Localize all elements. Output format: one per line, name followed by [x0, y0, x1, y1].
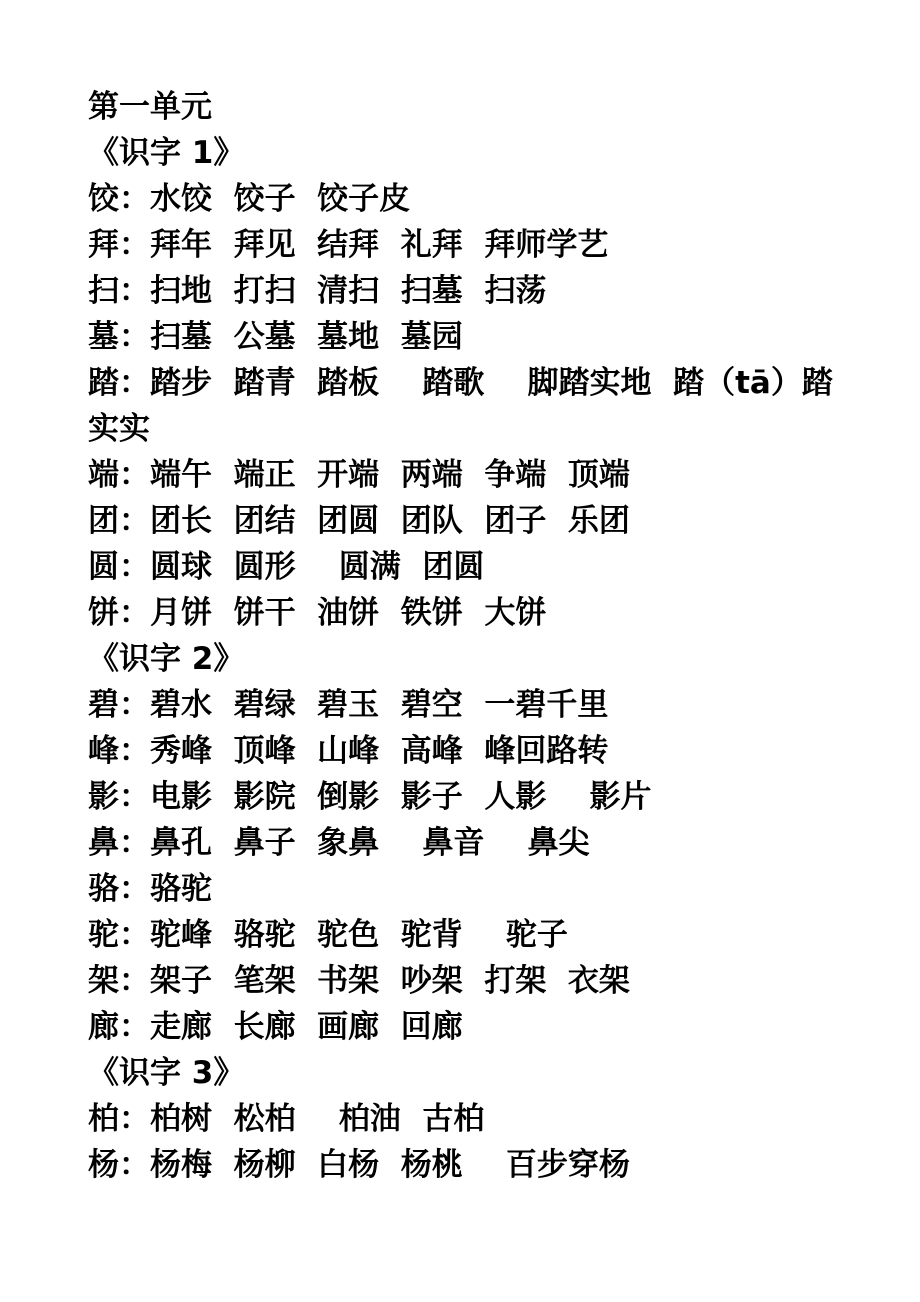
vocab-line: 端：端午 端正 开端 两端 争端 顶端 — [88, 457, 630, 493]
vocab-line: 柏：柏树 松柏 柏油 古柏 — [88, 1101, 485, 1137]
vocab-line: 扫：扫地 打扫 清扫 扫墓 扫荡 — [88, 273, 547, 309]
vocab-line: 圆：圆球 圆形 圆满 团圆 — [88, 549, 485, 585]
vocab-line: 骆：骆驼 — [88, 871, 212, 907]
vocab-line-continuation: 实实 — [88, 411, 150, 447]
vocab-line: 墓：扫墓 公墓 墓地 墓园 — [88, 319, 463, 355]
vocab-line: 峰：秀峰 顶峰 山峰 高峰 峰回路转 — [88, 733, 609, 769]
vocab-line: 廊：走廊 长廊 画廊 回廊 — [88, 1009, 463, 1045]
vocab-line: 碧：碧水 碧绿 碧玉 碧空 一碧千里 — [88, 687, 609, 723]
vocab-line: 杨：杨梅 杨柳 白杨 杨桃 百步穿杨 — [88, 1147, 630, 1183]
document-page — [88, 84, 868, 1188]
vocab-line: 驼：驼峰 骆驼 驼色 驼背 驼子 — [88, 917, 568, 953]
lesson-heading: 《识字 2》 — [88, 641, 245, 677]
vocab-line: 踏：踏步 踏青 踏板 踏歌 脚踏实地 踏（tā）踏 — [88, 365, 833, 401]
vocab-line: 拜：拜年 拜见 结拜 礼拜 拜师学艺 — [88, 227, 609, 263]
lesson-heading: 《识字 1》 — [88, 135, 245, 171]
vocab-line: 团：团长 团结 团圆 团队 团子 乐团 — [88, 503, 630, 539]
vocab-line: 鼻：鼻孔 鼻子 象鼻 鼻音 鼻尖 — [88, 825, 590, 861]
vocab-line: 影：电影 影院 倒影 影子 人影 影片 — [88, 779, 652, 815]
unit-title: 第一单元 — [88, 89, 212, 125]
lesson-heading: 《识字 3》 — [88, 1055, 245, 1091]
vocab-line: 饺：水饺 饺子 饺子皮 — [88, 181, 411, 217]
vocab-line: 架：架子 笔架 书架 吵架 打架 衣架 — [88, 963, 630, 999]
vocab-line: 饼：月饼 饼干 油饼 铁饼 大饼 — [88, 595, 547, 631]
